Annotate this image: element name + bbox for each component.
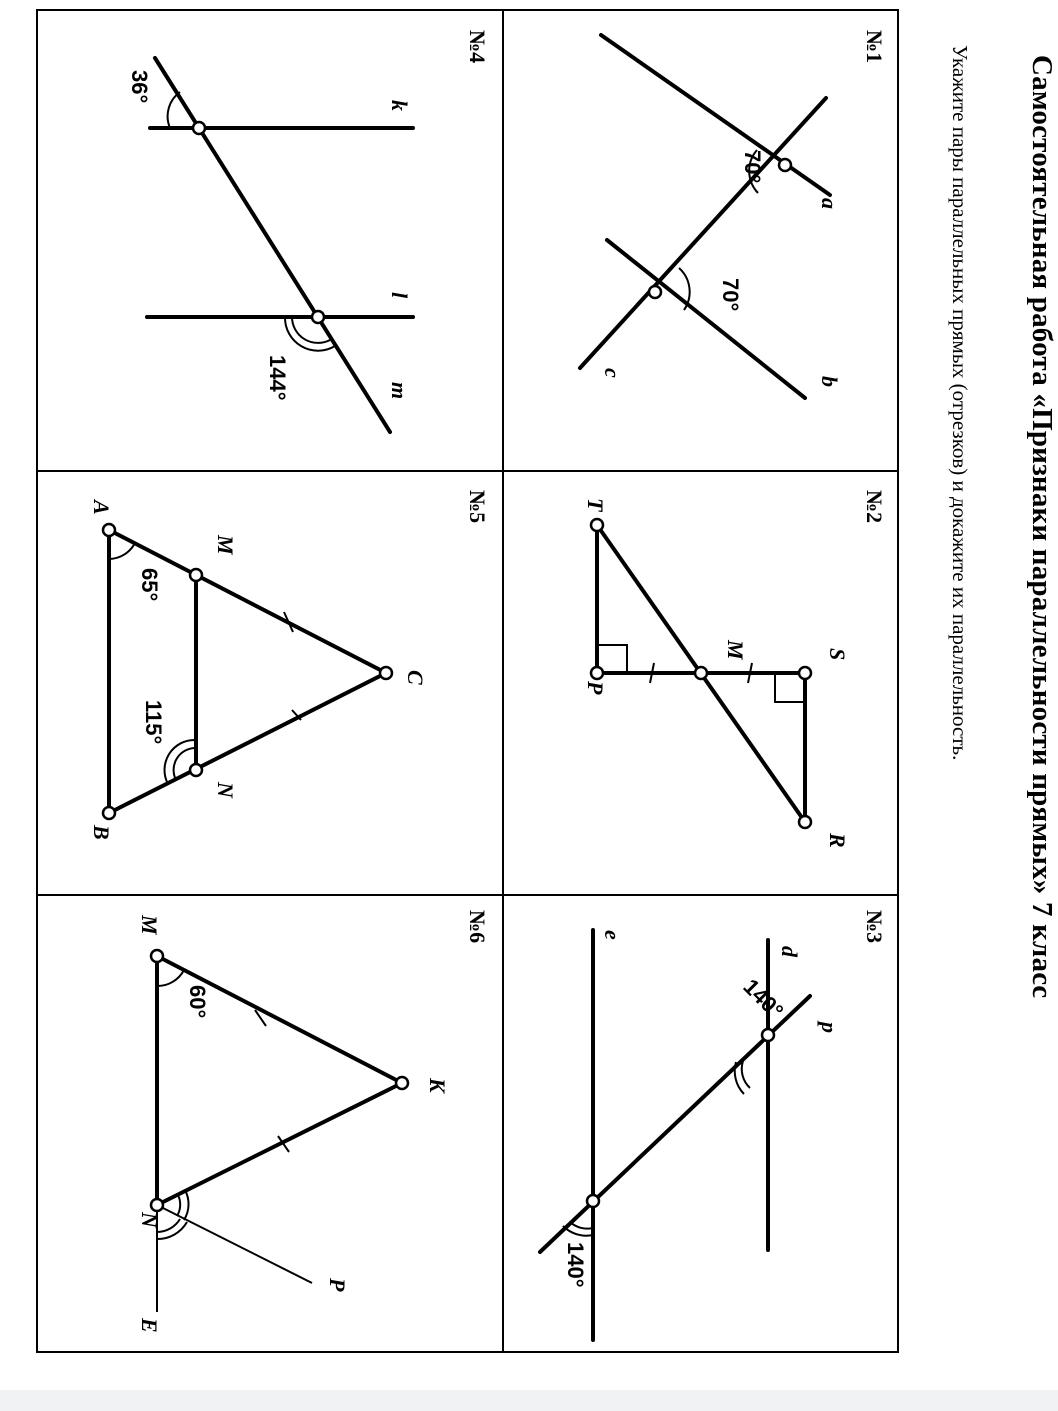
label-e: e bbox=[600, 930, 625, 940]
angle-value: 70° bbox=[718, 278, 743, 312]
problem-2 bbox=[583, 490, 887, 848]
problem-3 bbox=[540, 910, 887, 1340]
point bbox=[312, 311, 324, 323]
point-k bbox=[396, 1077, 408, 1089]
label-e: E bbox=[137, 1318, 162, 1333]
point-m bbox=[190, 569, 202, 581]
segment-ac bbox=[109, 530, 386, 673]
problem-number: №3 bbox=[862, 910, 887, 944]
angle-value: 36° bbox=[127, 70, 152, 104]
segment-kn bbox=[157, 1083, 402, 1205]
point-b bbox=[103, 807, 115, 819]
label-s: S bbox=[825, 648, 850, 661]
angle-arc bbox=[157, 970, 184, 986]
line-c bbox=[580, 98, 826, 368]
angle-arc bbox=[109, 543, 135, 559]
problem-5 bbox=[89, 490, 490, 840]
problem-4 bbox=[127, 30, 490, 432]
label-c: c bbox=[600, 368, 625, 378]
angle-value: 140° bbox=[738, 973, 789, 1024]
point bbox=[649, 286, 661, 298]
angle-value: 70° bbox=[740, 150, 765, 184]
worksheet-title: Самостоятельная работа «Признаки параллельности прямых» 7 класс bbox=[1026, 55, 1058, 999]
angle-arc bbox=[184, 1190, 189, 1220]
angle-value: 65° bbox=[137, 568, 162, 602]
point bbox=[193, 122, 205, 134]
problem-number: №6 bbox=[465, 910, 490, 944]
point-c bbox=[380, 667, 392, 679]
point-n bbox=[151, 1199, 163, 1211]
angle-arc bbox=[742, 1061, 750, 1088]
label-b: b bbox=[817, 376, 842, 387]
point-m bbox=[695, 667, 707, 679]
label-b: B bbox=[89, 825, 114, 840]
angle-arc bbox=[177, 1195, 180, 1216]
label-n: N bbox=[137, 1212, 162, 1228]
problem-number: №4 bbox=[465, 30, 490, 64]
label-m: M bbox=[213, 535, 238, 555]
point-m bbox=[151, 950, 163, 962]
label-p: p bbox=[817, 1022, 842, 1033]
problem-number: №5 bbox=[465, 490, 490, 524]
line-a bbox=[601, 35, 830, 195]
point bbox=[779, 159, 791, 171]
problem-number: №2 bbox=[862, 490, 887, 524]
point-n bbox=[190, 764, 202, 776]
label-p: P bbox=[583, 681, 608, 695]
problem-1 bbox=[580, 30, 887, 398]
point-a bbox=[103, 524, 115, 536]
label-a: A bbox=[89, 500, 114, 515]
label-l: l bbox=[387, 292, 412, 299]
label-k: k bbox=[387, 100, 412, 111]
label-t: T bbox=[583, 498, 608, 512]
angle-value: 60° bbox=[185, 985, 210, 1019]
label-p: P bbox=[325, 1278, 350, 1292]
label-m: M bbox=[137, 915, 162, 935]
ray-np bbox=[157, 1205, 312, 1283]
segment-mk bbox=[157, 956, 402, 1083]
point-s bbox=[799, 667, 811, 679]
line-b bbox=[607, 240, 805, 398]
label-m: m bbox=[387, 382, 412, 400]
point bbox=[762, 1029, 774, 1041]
label-n: N bbox=[213, 782, 238, 798]
label-k: K bbox=[425, 1078, 450, 1093]
point bbox=[587, 1195, 599, 1207]
label-a: a bbox=[817, 198, 842, 209]
angle-value: 140° bbox=[563, 1242, 588, 1288]
problem-number: №1 bbox=[862, 30, 887, 64]
point-t bbox=[591, 519, 603, 531]
problem-6 bbox=[137, 910, 490, 1333]
point-r bbox=[799, 816, 811, 828]
label-m: M bbox=[723, 640, 748, 660]
label-c: C bbox=[403, 670, 428, 685]
worksheet-instruction: Укажите пары параллельных прямых (отрезков) и докажите их параллельность. bbox=[948, 45, 972, 761]
angle-value: 144° bbox=[265, 355, 290, 401]
point-p bbox=[591, 667, 603, 679]
viewer-footer-strip bbox=[0, 1390, 1058, 1411]
label-r: R bbox=[825, 833, 850, 848]
label-d: d bbox=[777, 946, 802, 957]
angle-value: 115° bbox=[141, 700, 166, 745]
